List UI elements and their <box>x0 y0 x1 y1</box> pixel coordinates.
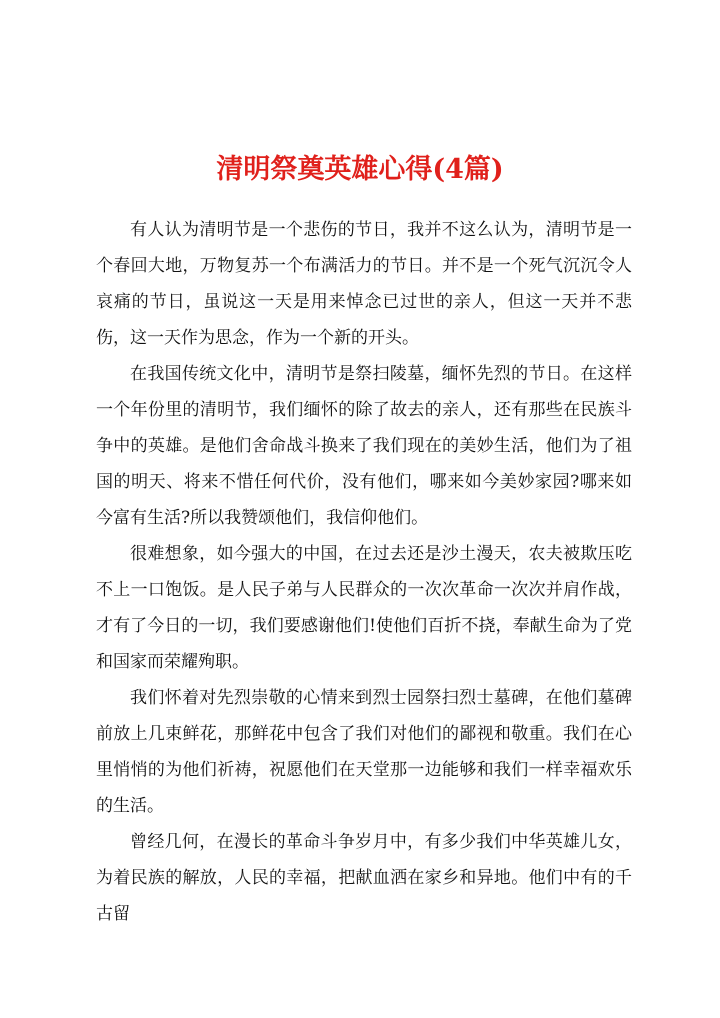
paragraph: 曾经几何，在漫长的革命斗争岁月中，有多少我们中华英雄儿女，为着民族的解放，人民的幸福，把献血洒在家乡和异地。他们中有的千古留 <box>96 832 632 924</box>
paragraph: 很难想象，如今强大的中国，在过去还是沙土漫天，农夫被欺压吃不上一口饱饭。是人民子弟与人民群众的一次次革命一次次并肩作战，才有了今日的一切，我们要感谢他们!使他们百折不挠，奉献生命为了党和国家而荣耀殉职。 <box>96 544 632 672</box>
paragraph: 在我国传统文化中，清明节是祭扫陵墓，缅怀先烈的节日。在这样一个年份里的清明节，我们缅怀的除了故去的亲人，还有那些在民族斗争中的英雄。是他们舍命战斗换来了我们现在的美妙生活，他们为了祖国的明天、将来不惜任何代价，没有他们，哪来如今美妙家园?哪来如今富有生活?所以我赞颂他们，我信仰他们。 <box>96 364 632 528</box>
document-body <box>96 212 632 932</box>
paragraph: 有人认为清明节是一个悲伤的节日，我并不这么认为，清明节是一个春回大地，万物复苏一个布满活力的节日。并不是一个死气沉沉令人哀痛的节日，虽说这一天是用来悼念已过世的亲人，但这一天并不悲伤，这一天作为思念，作为一个新的开头。 <box>96 220 632 348</box>
document-title: 清明祭奠英雄心得(4篇) <box>216 154 504 185</box>
paragraph: 我们怀着对先烈崇敬的心情来到烈士园祭扫烈士墓碑，在他们墓碑前放上几束鲜花，那鲜花中包含了我们对他们的鄙视和敬重。我们在心里悄悄的为他们祈祷，祝愿他们在天堂那一边能够和我们一样幸福欢乐的生活。 <box>96 688 632 816</box>
